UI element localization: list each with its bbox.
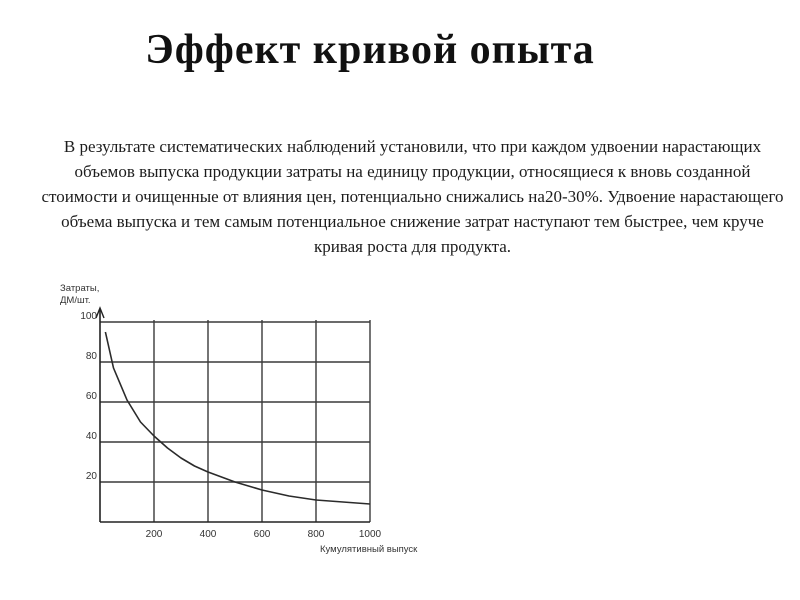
y-tick-label-80: 80 [85,351,97,362]
x-tick-label-600: 600 [253,529,271,540]
x-axis-label: Кумулятивный выпуск [320,544,418,555]
x-tick-label-800: 800 [307,529,325,540]
slide-body-text: В результате систематических наблюдений установили, что при каждом удвоении нарастающих объемов выпуска продукции затраты на единицу продукции, относящиеся к вновь созданной стоимости и очищенные от влияния цен, потенциально снижались на20-30%. Удвоение нарастающего объема выпуска и тем самым потенциальное снижение затрат наступают тем быстрее, чем круче кривая роста для продукта. [41,137,784,256]
x-tick-label-400: 400 [199,529,217,540]
slide-title: Эффект кривой опыта [145,27,595,73]
y-tick-label-100: 100 [80,311,97,322]
y-axis-label-line-1: Затраты, [60,283,100,294]
experience-curve-line [105,332,370,504]
chart-series [105,332,370,504]
y-tick-label-20: 20 [85,471,97,482]
chart-axis-labels [60,283,418,555]
chart-ticks [80,311,381,540]
x-tick-label-200: 200 [145,529,163,540]
experience-curve-chart [0,270,800,570]
y-axis-label-line-2: ДМ/шт. [60,295,91,306]
y-tick-label-40: 40 [85,431,97,442]
x-tick-label-1000: 1000 [358,529,382,540]
y-tick-label-60: 60 [85,391,97,402]
